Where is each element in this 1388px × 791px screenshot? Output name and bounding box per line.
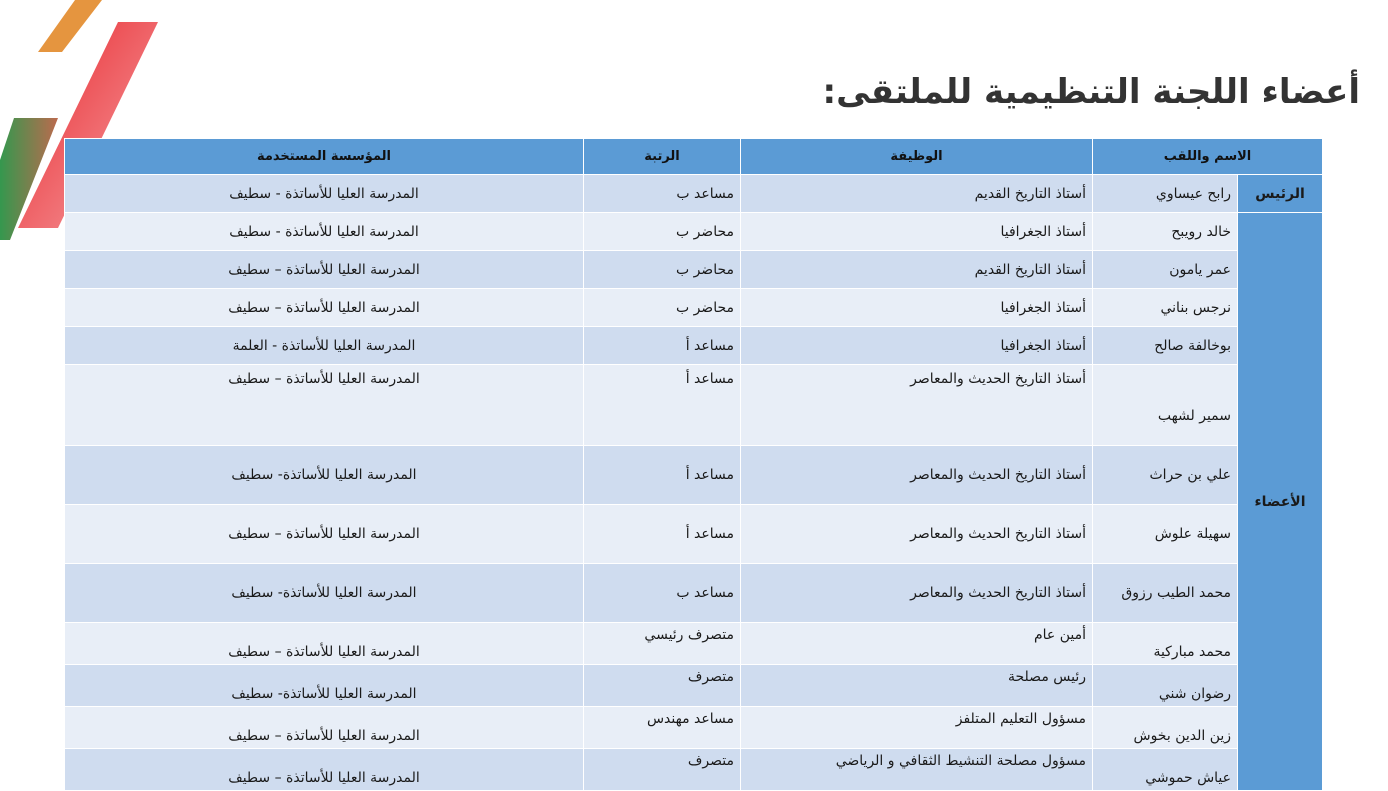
table-header-row	[65, 139, 1323, 175]
member-institution: المدرسة العليا للأساتذة - سطيف	[65, 175, 584, 213]
member-name: بوخالفة صالح	[1093, 327, 1238, 365]
member-job: أستاذ التاريخ الحديث والمعاصر	[741, 446, 1093, 505]
member-rank: متصرف رئيسي	[584, 623, 741, 665]
member-name: محمد الطيب رزوق	[1093, 564, 1238, 623]
header-institution: المؤسسة المستخدمة	[65, 139, 584, 175]
member-job: أستاذ التاريخ القديم	[741, 175, 1093, 213]
member-job: أمين عام	[741, 623, 1093, 665]
member-institution: المدرسة العليا للأساتذة – سطيف	[65, 365, 584, 446]
member-name: نرجس بناني	[1093, 289, 1238, 327]
member-rank: متصرف	[584, 665, 741, 707]
member-rank: مساعد أ	[584, 446, 741, 505]
member-institution: المدرسة العليا للأساتذة – سطيف	[65, 251, 584, 289]
member-institution: المدرسة العليا للأساتذة - العلمة	[65, 327, 584, 365]
member-rank: متصرف	[584, 749, 741, 791]
member-rank: محاضر ب	[584, 251, 741, 289]
member-institution: المدرسة العليا للأساتذة – سطيف	[65, 505, 584, 564]
member-name: علي بن حراث	[1093, 446, 1238, 505]
member-job: أستاذ التاريخ الحديث والمعاصر	[741, 505, 1093, 564]
member-name: سمير لشهب	[1093, 365, 1238, 446]
member-name: رابح عيساوي	[1093, 175, 1238, 213]
header-rank: الرتبة	[584, 139, 741, 175]
member-job: أستاذ الجغرافيا	[741, 289, 1093, 327]
member-job: مسؤول التعليم المتلفز	[741, 707, 1093, 749]
member-job: أستاذ الجغرافيا	[741, 327, 1093, 365]
member-rank: مساعد مهندس	[584, 707, 741, 749]
member-rank: مساعد أ	[584, 365, 741, 446]
role-members: الأعضاء	[1238, 213, 1323, 791]
member-name: عمر يامون	[1093, 251, 1238, 289]
table-row	[65, 446, 1323, 505]
role-president: الرئيس	[1238, 175, 1323, 213]
table-row	[65, 289, 1323, 327]
page-title: أعضاء اللجنة التنظيمية للملتقى:	[822, 72, 1360, 112]
member-name: محمد مباركية	[1093, 623, 1238, 665]
member-name: عياش حموشي	[1093, 749, 1238, 791]
header-job: الوظيفة	[741, 139, 1093, 175]
member-name: زين الدين بخوش	[1093, 707, 1238, 749]
member-institution: المدرسة العليا للأساتذة – سطيف	[65, 707, 584, 749]
table-row	[65, 623, 1323, 665]
table-row	[65, 213, 1323, 251]
committee-table	[64, 138, 1323, 791]
table-row	[65, 327, 1323, 365]
table-row	[65, 564, 1323, 623]
member-job: مسؤول مصلحة التنشيط الثقافي و الرياضي	[741, 749, 1093, 791]
member-rank: مساعد أ	[584, 505, 741, 564]
member-job: رئيس مصلحة	[741, 665, 1093, 707]
table-row	[65, 365, 1323, 446]
member-rank: محاضر ب	[584, 213, 741, 251]
table-row	[65, 665, 1323, 707]
member-institution: المدرسة العليا للأساتذة- سطيف	[65, 446, 584, 505]
member-institution: المدرسة العليا للأساتذة- سطيف	[65, 564, 584, 623]
member-job: أستاذ التاريخ القديم	[741, 251, 1093, 289]
member-name: خالد رويبح	[1093, 213, 1238, 251]
member-job: أستاذ الجغرافيا	[741, 213, 1093, 251]
member-rank: مساعد ب	[584, 175, 741, 213]
member-rank: مساعد ب	[584, 564, 741, 623]
member-name: سهيلة علوش	[1093, 505, 1238, 564]
member-job: أستاذ التاريخ الحديث والمعاصر	[741, 564, 1093, 623]
table-row	[65, 749, 1323, 791]
member-institution: المدرسة العليا للأساتذة- سطيف	[65, 665, 584, 707]
table-row	[65, 251, 1323, 289]
member-institution: المدرسة العليا للأساتذة – سطيف	[65, 749, 584, 791]
member-institution: المدرسة العليا للأساتذة – سطيف	[65, 289, 584, 327]
member-job: أستاذ التاريخ الحديث والمعاصر	[741, 365, 1093, 446]
table-row	[65, 175, 1323, 213]
member-rank: مساعد أ	[584, 327, 741, 365]
header-name: الاسم واللقب	[1093, 139, 1323, 175]
member-institution: المدرسة العليا للأساتذة – سطيف	[65, 623, 584, 665]
member-name: رضوان شني	[1093, 665, 1238, 707]
member-institution: المدرسة العليا للأساتذة - سطيف	[65, 213, 584, 251]
member-rank: محاضر ب	[584, 289, 741, 327]
table-row	[65, 707, 1323, 749]
table-row	[65, 505, 1323, 564]
